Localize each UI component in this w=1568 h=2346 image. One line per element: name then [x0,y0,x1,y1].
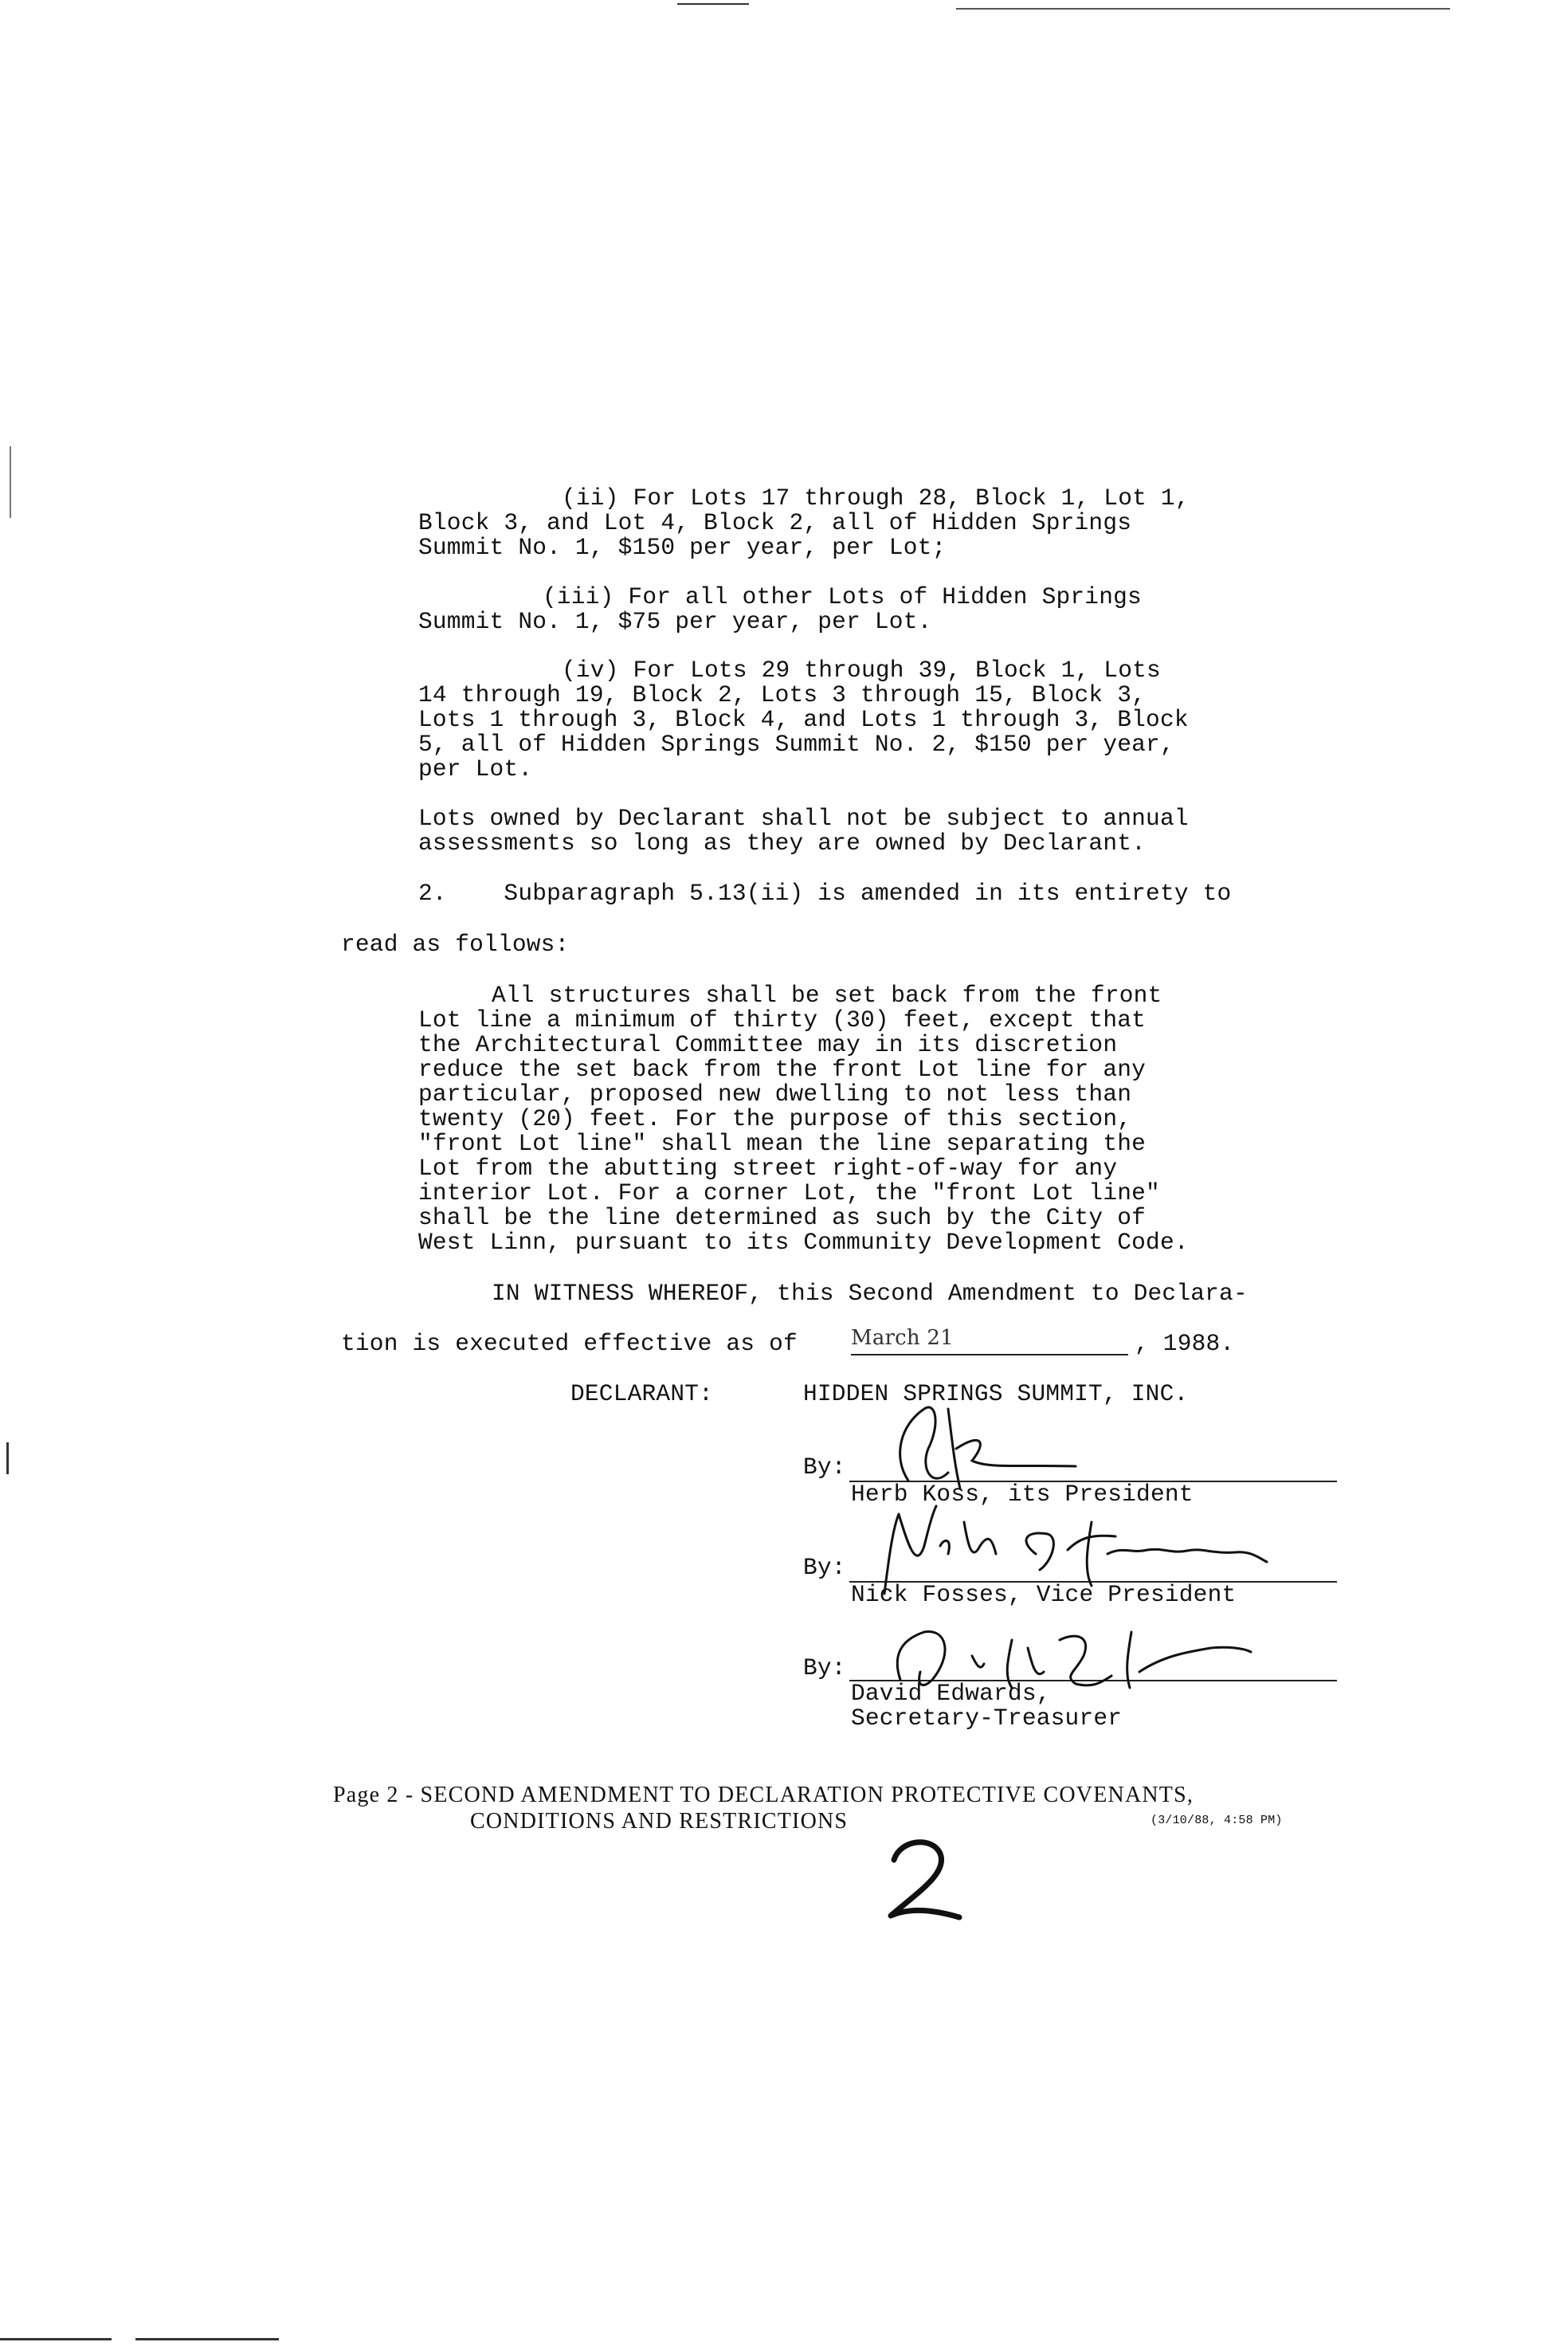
handwritten-page-number [876,1830,972,1925]
footer-line1: Page 2 - SECOND AMENDMENT TO DECLARATION PROTECTIVE COVENANTS, [333,1783,1194,1807]
signer-1-name: Herb Koss, its President [851,1481,1194,1508]
scan-mark-left-2 [6,1442,9,1474]
lots-owned-note: Lots owned by Declarant shall not be subject to annual assessments so long as they are owned by Declarant. [418,805,1189,857]
footer-timestamp: (3/10/88, 4:58 PM) [1151,1814,1283,1827]
declarant-label: DECLARANT: [570,1380,714,1407]
footer-line2: CONDITIONS AND RESTRICTIONS [470,1809,849,1834]
scan-mark-top-right [956,8,1450,10]
by-label-1: By: [803,1454,846,1481]
signer-3-title: Secretary-Treasurer [851,1705,1123,1732]
witness-date: March 21 [851,1326,954,1350]
para-iv: (iv) For Lots 29 through 39, Block 1, Lots 14 through 19, Block 2, Lots 3 through 15, Block 3, Lots 1 through 3, Block 4, and Lots 1 through 3, Block 5, all of Hidden Springs Summit No. 2, $150 per year, per Lot. [418,657,1189,783]
para-iii: (iii) For all other Lots of Hidden Springs Summit No. 1, $75 per year, per Lot. [418,583,1142,635]
setback-paragraph: All structures shall be set back from the front Lot line a minimum of thirty (30) feet, except that the Architectural Committee may in its discretion reduce the set back from the front Lot line for any particular, proposed new dwelling to not less than twenty (20) feet. For the purpose of this section, "front Lot line" shall mean the line separating the Lot from the abutting street right-of-way for any interior Lot. For a corner Lot, the "front Lot line" shall be the line determined as such by the City of West Linn, pursuant to its Community Development Code. [418,982,1189,1256]
by-label-2: By: [803,1554,846,1581]
item-2-line1: 2. Subparagraph 5.13(ii) is amended in its entirety to [418,880,1232,907]
by-label-3: By: [803,1654,846,1681]
scan-mark-bottom [0,2338,112,2340]
signer-3-name: David Edwards, [851,1680,1051,1707]
signer-2-name: Nick Fosses, Vice President [851,1581,1237,1608]
witness-line1: IN WITNESS WHEREOF, this Second Amendment to Declara- [492,1280,1248,1307]
company-name: HIDDEN SPRINGS SUMMIT, INC. [803,1380,1189,1407]
para-ii: (ii) For Lots 17 through 28, Block 1, Lot 1, Block 3, and Lot 4, Block 2, all of Hidden Springs Summit No. 1, $150 per year, per Lot; [418,484,1190,561]
scan-mark-top [677,3,749,5]
witness-line2: tion is executed effective as of [341,1330,798,1357]
witness-date-line [851,1354,1128,1355]
witness-year: , 1988. [1135,1330,1235,1357]
scan-mark-left [10,446,11,518]
item-2-line2: read as follows: [341,931,570,958]
scan-mark-bottom-2 [135,2338,279,2340]
